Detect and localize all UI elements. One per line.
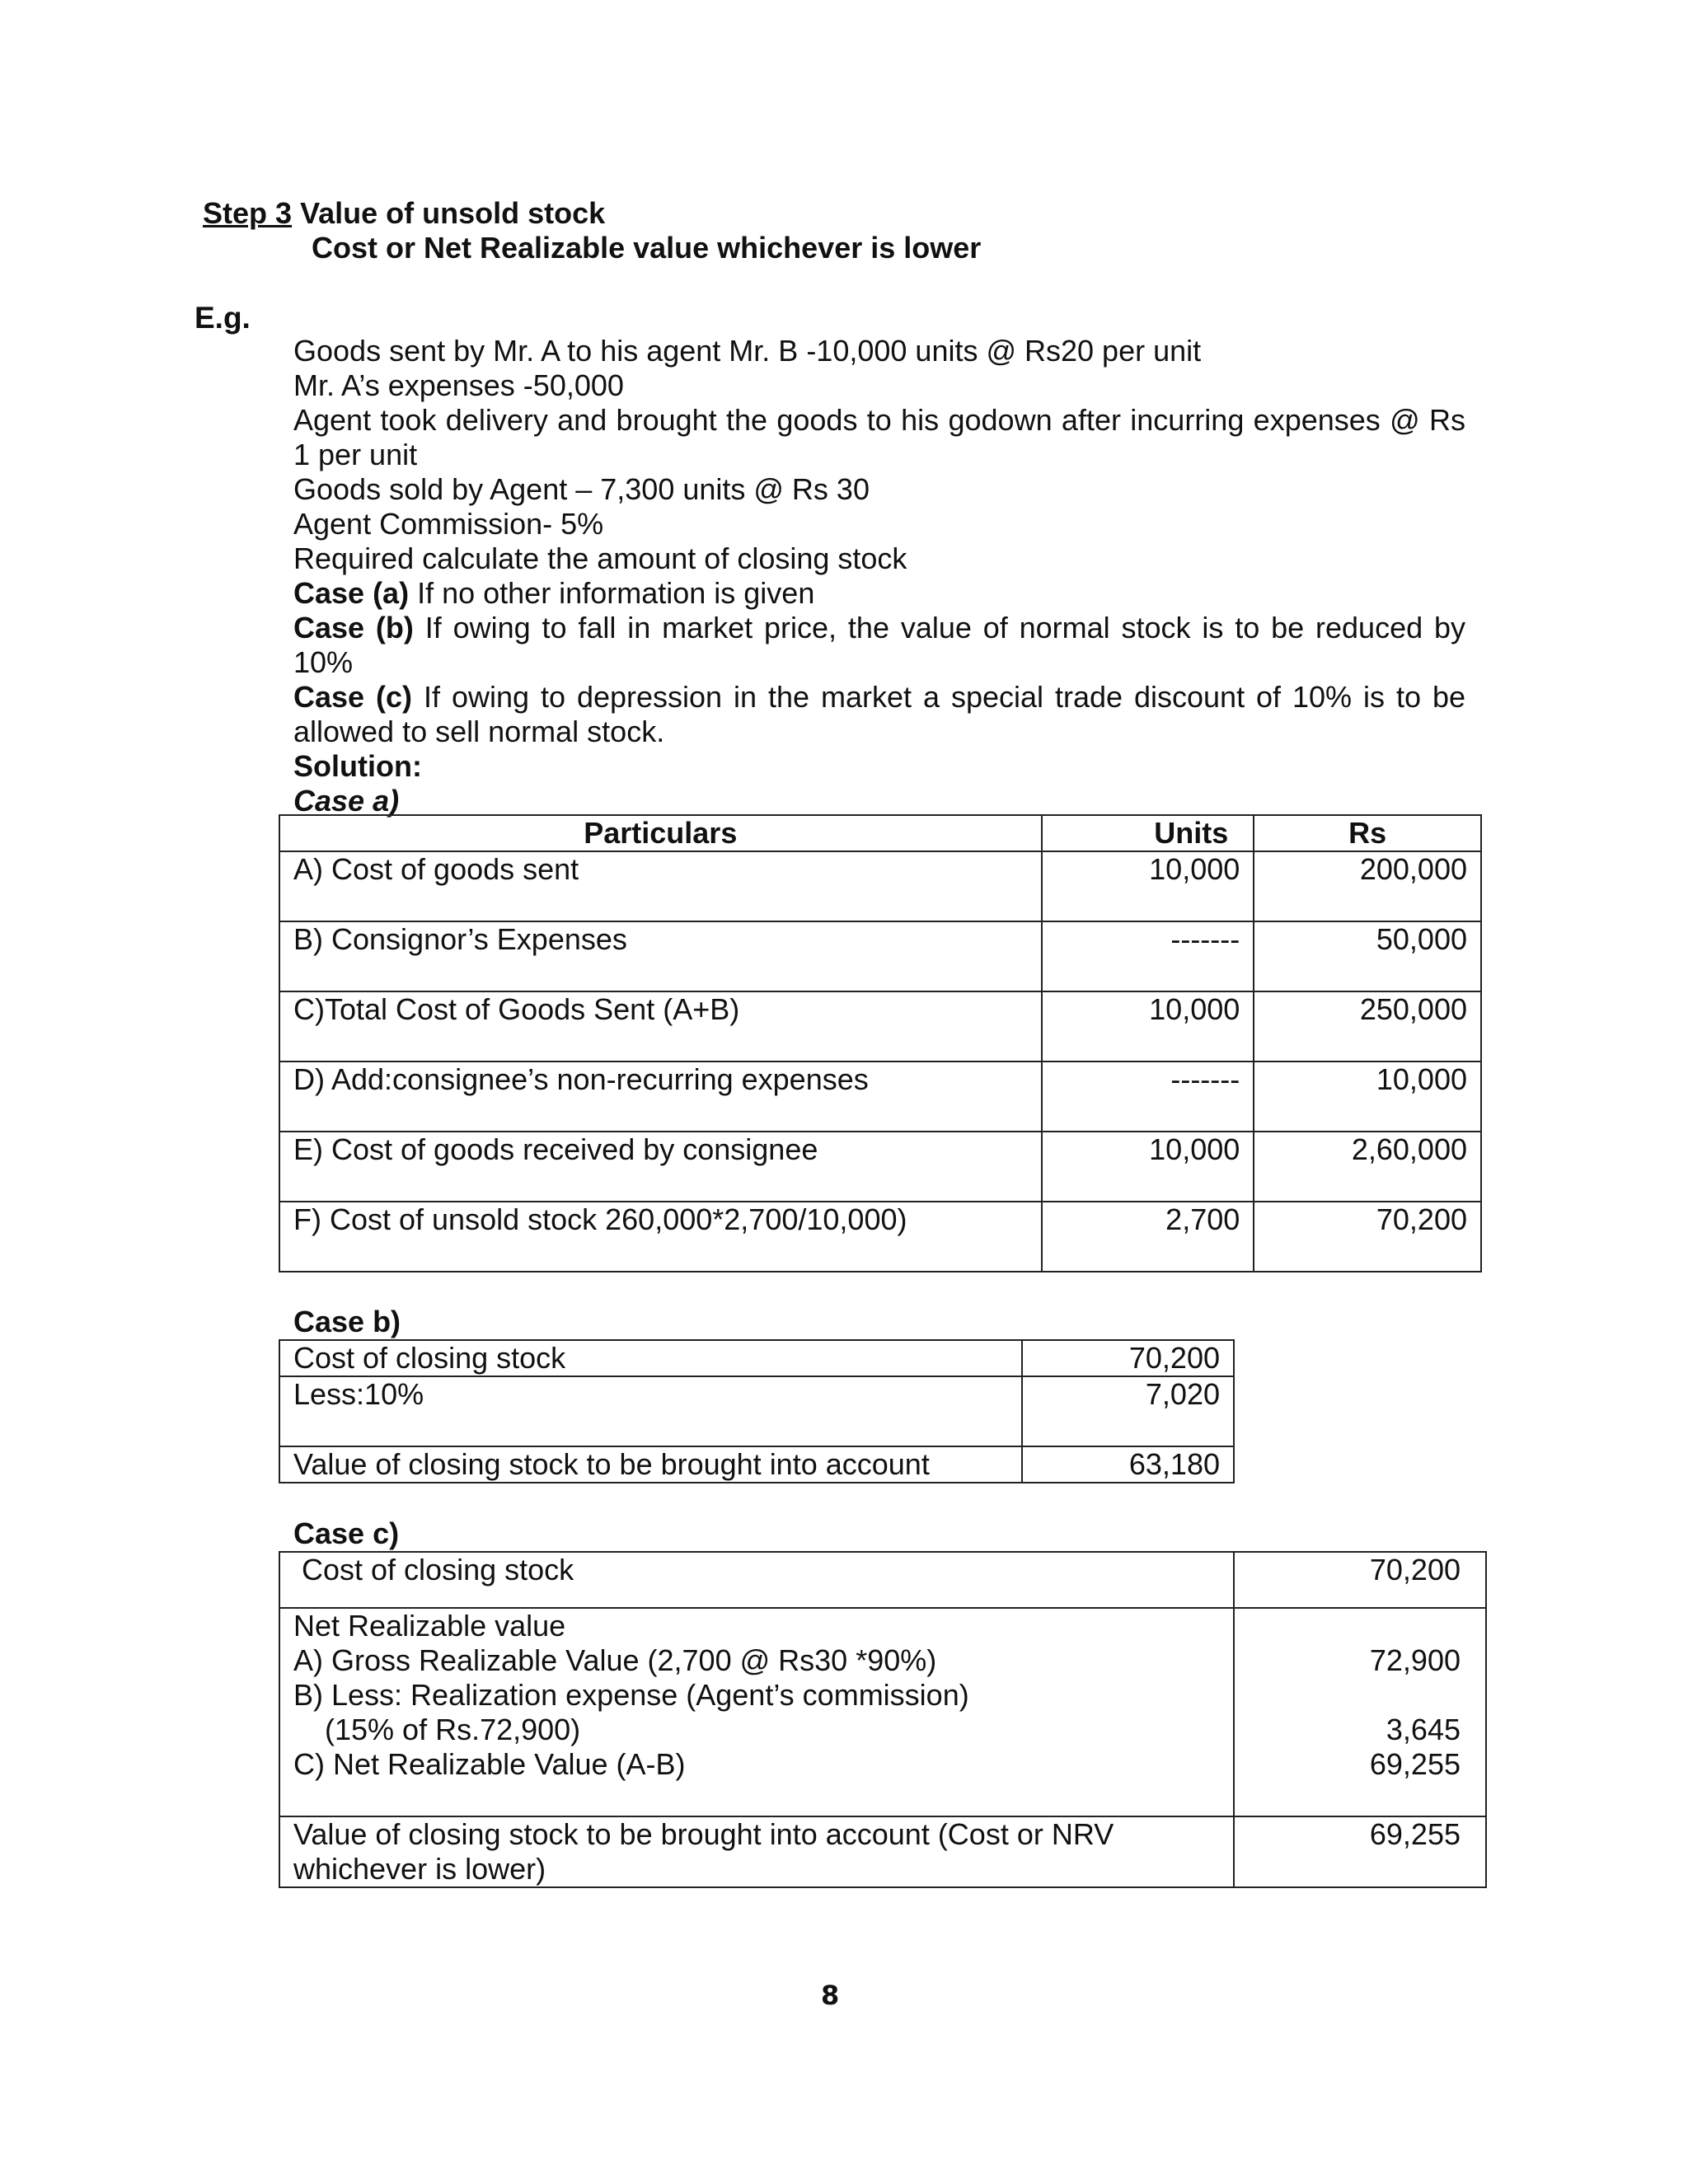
case-c-table (279, 1551, 1487, 1888)
row-rs: 2,60,000 (1254, 1132, 1481, 1202)
row-rs: 10,000 (1254, 1062, 1481, 1132)
row-particulars: C)Total Cost of Goods Sent (A+B) (279, 991, 1042, 1062)
table-row (279, 1132, 1481, 1202)
example-line-3: Agent took delivery and brought the goods to his godown after incurring expenses @ Rs 1 per unit (293, 403, 1465, 471)
row-value: 7,020 (1022, 1376, 1234, 1446)
row-value: 69,255 (1234, 1816, 1486, 1887)
row-rs: 250,000 (1254, 991, 1481, 1062)
case-a-table (279, 814, 1482, 1272)
table-row (279, 1202, 1481, 1272)
table-row (279, 991, 1481, 1062)
row-units: ------- (1042, 1062, 1254, 1132)
example-line-6: Required calculate the amount of closing stock (293, 541, 907, 575)
row-units: 10,000 (1042, 1132, 1254, 1202)
solution-label: Solution: (293, 749, 422, 783)
step-label: Step 3 (203, 196, 293, 230)
case-a-statement (293, 576, 814, 611)
step-title: Value of unsold stock (300, 196, 606, 230)
row-particulars: A) Cost of goods sent (279, 851, 1042, 921)
table-row (279, 921, 1481, 991)
table-header-row (279, 815, 1481, 851)
row-rs: 70,200 (1254, 1202, 1481, 1272)
case-b-statement-text: If owing to fall in market price, the value of normal stock is to be reduced by 10% (293, 611, 1465, 679)
row-value: 70,200 (1022, 1340, 1234, 1376)
row-particulars: Less:10% (279, 1376, 1022, 1446)
row-value: 70,200 (1234, 1552, 1486, 1608)
nrv-value-b: 3,645 (1386, 1713, 1461, 1746)
row-units: 10,000 (1042, 991, 1254, 1062)
row-particulars: F) Cost of unsold stock 260,000*2,700/10,000) (279, 1202, 1042, 1272)
header-rs: Rs (1254, 815, 1481, 851)
example-line-2: Mr. A’s expenses -50,000 (293, 368, 624, 402)
row-particulars: Value of closing stock to be brought into account (Cost or NRV whichever is lower) (279, 1816, 1234, 1887)
nrv-line-b: B) Less: Realization expense (Agent’s commission) (293, 1678, 969, 1712)
step-subtitle: Cost or Net Realizable value whichever is lower (312, 231, 982, 265)
case-b-label: Case b) (293, 1305, 401, 1338)
table-row (279, 1552, 1486, 1608)
example-label: E.g. (195, 301, 251, 335)
table-row (279, 1062, 1481, 1132)
example-line-1: Goods sent by Mr. A to his agent Mr. B -10,000 units @ Rs20 per unit (293, 334, 1202, 368)
nrv-particulars (279, 1608, 1234, 1816)
row-particulars: D) Add:consignee’s non-recurring expenses (279, 1062, 1042, 1132)
case-a-statement-label: Case (a) (293, 576, 410, 610)
row-particulars: Cost of closing stock (279, 1552, 1234, 1608)
case-b-table (279, 1339, 1235, 1483)
row-units: ------- (1042, 921, 1254, 991)
nrv-line-c: C) Net Realizable Value (A-B) (293, 1747, 686, 1781)
nrv-line-a: A) Gross Realizable Value (2,700 @ Rs30 *90%) (293, 1643, 937, 1677)
row-particulars: Cost of closing stock (279, 1340, 1022, 1376)
header-particulars: Particulars (279, 815, 1042, 851)
row-particulars: Value of closing stock to be brought into account (279, 1446, 1022, 1483)
case-c-label: Case c) (293, 1516, 400, 1550)
nrv-line-b2: (15% of Rs.72,900) (325, 1713, 581, 1746)
table-row (279, 1816, 1486, 1887)
case-c-statement (293, 680, 1465, 749)
case-a-label: Case a) (293, 784, 400, 818)
case-b-statement-label: Case (b) (293, 611, 414, 644)
table-row (279, 1376, 1234, 1446)
table-row (279, 1340, 1234, 1376)
case-a-statement-text: If no other information is given (417, 576, 815, 610)
row-rs: 50,000 (1254, 921, 1481, 991)
header-units: Units (1042, 815, 1254, 851)
case-c-statement-text: If owing to depression in the market a special trade discount of 10% is to be allowed to sell normal stock. (293, 680, 1466, 748)
nrv-heading: Net Realizable value (293, 1609, 566, 1643)
table-row (279, 851, 1481, 921)
case-b-statement (293, 611, 1465, 680)
nrv-values (1234, 1608, 1486, 1816)
row-units: 2,700 (1042, 1202, 1254, 1272)
table-row (279, 1446, 1234, 1483)
page-number: 8 (821, 1980, 840, 2011)
example-line-5: Agent Commission- 5% (293, 507, 604, 541)
row-particulars: E) Cost of goods received by consignee (279, 1132, 1042, 1202)
row-rs: 200,000 (1254, 851, 1481, 921)
case-c-statement-label: Case (c) (293, 680, 413, 714)
row-particulars: B) Consignor’s Expenses (279, 921, 1042, 991)
row-units: 10,000 (1042, 851, 1254, 921)
step-heading (203, 196, 605, 231)
table-row (279, 1608, 1486, 1816)
example-line-4: Goods sold by Agent – 7,300 units @ Rs 30 (293, 472, 870, 506)
row-value: 63,180 (1022, 1446, 1234, 1483)
nrv-value-c: 69,255 (1369, 1747, 1461, 1781)
nrv-value-a: 72,900 (1369, 1643, 1461, 1677)
